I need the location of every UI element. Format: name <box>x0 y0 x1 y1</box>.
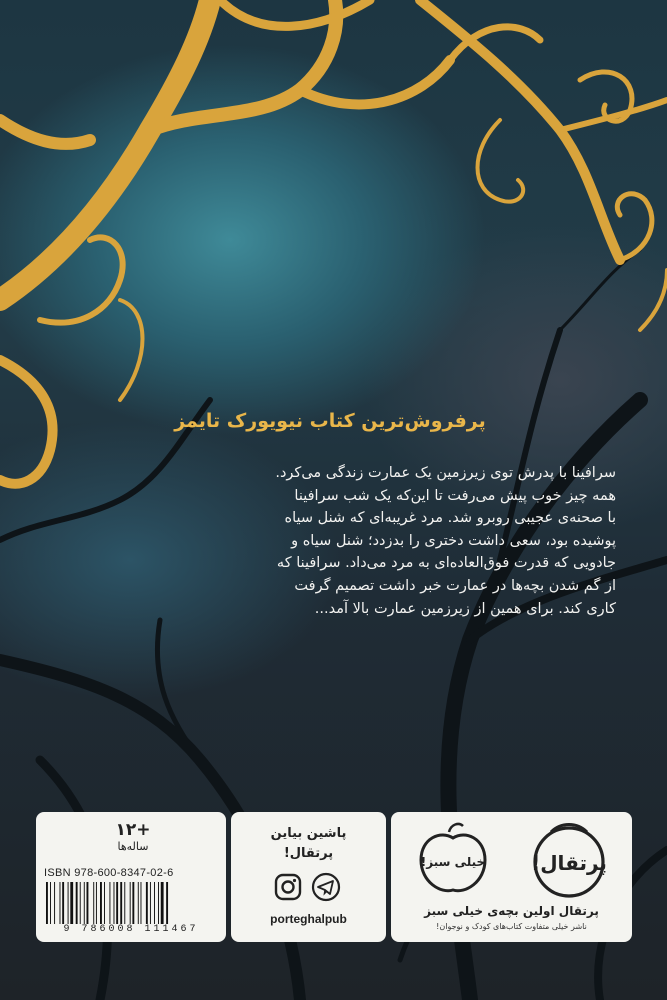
blurb-line: کاری کند. برای همین از زیرزمین عمارت بالا آمد... <box>314 600 616 617</box>
social-title-line: پاشین بیاین <box>270 826 347 841</box>
barcode-bar <box>120 882 122 924</box>
barcode-image <box>44 882 218 924</box>
barcode-bar <box>138 882 139 924</box>
barcode-bar <box>46 882 48 924</box>
barcode-bar <box>96 882 97 924</box>
blurb-line: از گم شدن بچه‌ها در عمارت خبر داشت تصمیم گرفت <box>294 577 616 594</box>
blurb-line: همه چیز خوب پیش می‌رفت تا این‌که یک شب سرافینا <box>294 487 616 504</box>
barcode-bar <box>50 882 51 924</box>
publisher-panel <box>391 812 632 942</box>
barcode-bar <box>62 882 64 924</box>
svg-text:خیلی سبز!: خیلی سبز! <box>420 855 486 869</box>
social-title-line: پرتقال! <box>283 846 334 861</box>
barcode-panel <box>36 812 226 942</box>
barcode-bar <box>76 882 78 924</box>
book-blurb <box>60 462 616 620</box>
barcode-bar <box>104 882 105 924</box>
barcode-digits: 9 786008 111467 <box>63 924 199 935</box>
blurb-line: پوشیده بود، سعی داشت دختری را بدزدد؛ شنل سیاه و <box>291 532 616 549</box>
blurb-line: با صحنه‌ی عجیبی روبرو شد. مرد غریبه‌ای که شنل سیاه <box>284 510 616 527</box>
telegram-icon[interactable] <box>311 872 341 902</box>
barcode-bar <box>150 882 151 924</box>
publisher-logo <box>401 820 621 900</box>
barcode-bar <box>154 882 155 924</box>
barcode-bar <box>87 882 89 924</box>
barcode-bar <box>130 882 131 924</box>
barcode-bar <box>68 882 69 924</box>
publisher-subtitle: ناشر خیلی متفاوت کتاب‌های کودک و نوجوان! <box>436 922 587 931</box>
blurb-line: سرافینا با پدرش توی زیرزمین یک عمارت زندگی می‌کرد. <box>275 465 616 481</box>
blurb-line: جادویی که قدرت فوق‌العاده‌ای به مرد می‌داد. سرافینا که <box>276 555 616 572</box>
barcode-bar <box>116 882 118 924</box>
barcode-bar <box>100 882 102 924</box>
barcode-bar <box>146 882 148 924</box>
barcode-bar <box>114 882 115 924</box>
barcode-bar <box>109 882 110 924</box>
barcode-bar <box>54 882 55 924</box>
barcode-bar <box>161 882 164 924</box>
age-rating-number: ۱۲+ <box>115 820 151 840</box>
age-rating-badge <box>110 820 156 864</box>
barcode-bar <box>84 882 85 924</box>
barcode-bar <box>80 882 81 924</box>
publisher-slogan: پرتقال اولین بچه‌ی خیلی سبز <box>424 904 599 918</box>
cover-footer <box>36 812 632 942</box>
social-title <box>241 824 376 864</box>
social-handle[interactable]: porteghalpub <box>270 912 347 926</box>
barcode-bar <box>158 882 159 924</box>
green-badge-icon <box>421 824 485 891</box>
barcode-bar <box>132 882 134 924</box>
barcode-bar <box>93 882 94 924</box>
orange-logo-icon <box>531 825 607 897</box>
svg-text:پرتقال!: پرتقال! <box>531 851 607 875</box>
barcode-bar <box>141 882 142 924</box>
barcode-bar <box>166 882 168 924</box>
instagram-icon[interactable] <box>273 872 303 902</box>
isbn-label: ISBN 978-600-8347-02-6 <box>44 867 174 879</box>
social-panel <box>231 812 386 942</box>
age-rating-unit: ساله‌ها <box>117 840 149 853</box>
barcode-bar <box>70 882 73 924</box>
bestseller-headline: پرفروش‌ترین کتاب نیویورک تایمز <box>174 410 486 432</box>
barcode-bar <box>60 882 61 924</box>
barcode-bar <box>124 882 125 924</box>
